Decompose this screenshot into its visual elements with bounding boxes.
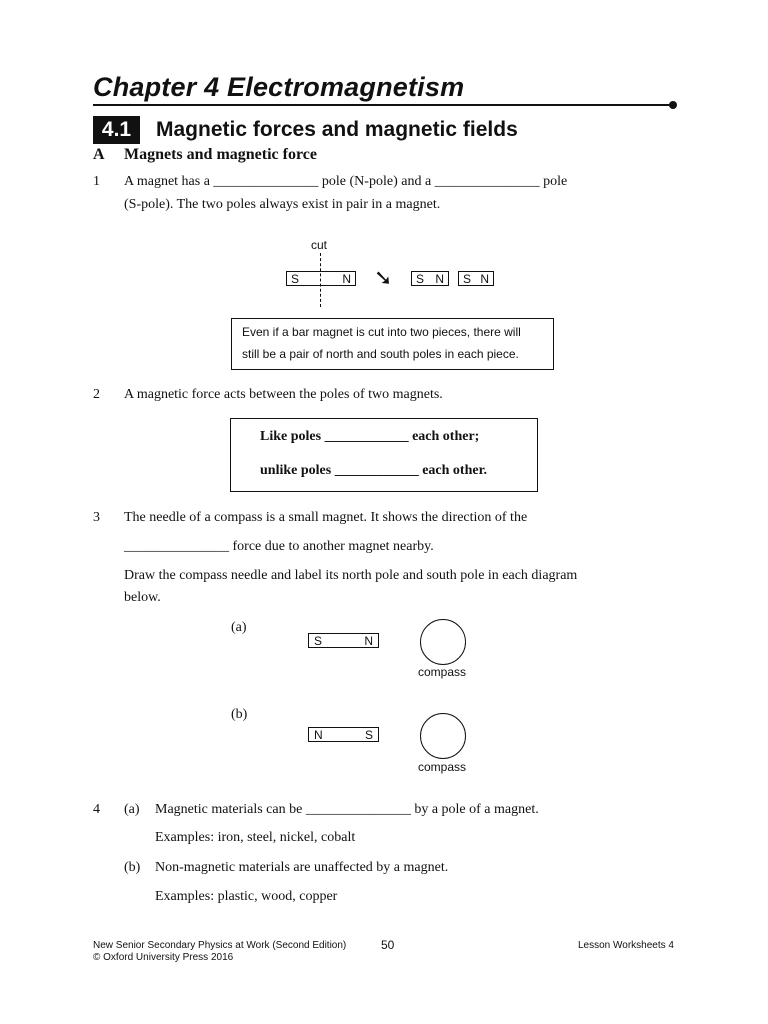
right-arrow-icon: ➘	[374, 265, 393, 290]
diagram-a-right-pole: N	[364, 634, 373, 648]
page-number: 50	[381, 938, 395, 952]
diagram-a-compass-label: compass	[418, 665, 467, 679]
question-3-line-1: The needle of a compass is a small magnet. It shows the direction of the	[124, 510, 528, 525]
diagram-b-compass-label: compass	[418, 760, 467, 774]
diagram-a-label: (a)	[231, 620, 247, 635]
chapter-rule	[93, 104, 673, 106]
diagram-a-left-pole: S	[314, 634, 323, 648]
note-box	[231, 318, 554, 370]
subsection-letter: A	[93, 146, 105, 163]
section-number: 4.1	[93, 116, 140, 144]
magnet-piece-1	[411, 271, 449, 286]
section-title: Magnetic forces and magnetic fields	[156, 118, 518, 141]
chapter-title: Chapter 4 Electromagnetism	[93, 72, 465, 102]
diagram-b-right-pole: S	[364, 728, 373, 742]
magnet-piece-2	[458, 271, 494, 286]
question-1-number: 1	[93, 174, 100, 189]
piece-1-s-pole: S	[416, 272, 425, 286]
question-4a-label: (a)	[124, 802, 140, 817]
question-4b-label: (b)	[124, 860, 141, 875]
diagram-b-magnet	[308, 727, 379, 742]
footer-worksheet: Lesson Worksheets 4	[578, 940, 674, 951]
diagram-a-magnet	[308, 633, 379, 648]
note-line-1: Even if a bar magnet is cut into two pieces, there will	[242, 325, 521, 339]
unlike-poles-line: unlike poles ____________ each other.	[260, 463, 487, 478]
question-2-number: 2	[93, 387, 100, 402]
magnet-n-pole: N	[342, 272, 351, 286]
diagram-a-compass[interactable]	[420, 619, 466, 665]
diagram-b-compass[interactable]	[420, 713, 466, 759]
chapter-rule-dot	[669, 101, 677, 109]
question-1-line-1: A magnet has a _______________ pole (N-pole) and a _______________ pole	[124, 174, 568, 189]
diagram-b-label: (b)	[231, 707, 248, 722]
piece-2-s-pole: S	[463, 272, 472, 286]
diagram-b-left-pole: N	[314, 728, 323, 742]
question-3-line-4: below.	[124, 590, 161, 605]
question-3-line-2: _______________ force due to another magnet nearby.	[124, 539, 434, 554]
like-poles-line: Like poles ____________ each other;	[260, 429, 480, 444]
subsection-title: Magnets and magnetic force	[124, 146, 317, 163]
magnet-s-pole: S	[291, 272, 300, 286]
footer-copyright: © Oxford University Press 2016	[93, 952, 234, 963]
question-2-text: A magnetic force acts between the poles of two magnets.	[124, 387, 443, 402]
bar-magnet-whole	[286, 271, 356, 286]
note-line-2: still be a pair of north and south poles in each piece.	[242, 347, 519, 361]
question-4-number: 4	[93, 802, 100, 817]
cut-label: cut	[311, 238, 328, 252]
poles-box	[230, 418, 538, 492]
question-3-number: 3	[93, 510, 100, 525]
piece-2-n-pole: N	[480, 272, 489, 286]
piece-1-n-pole: N	[435, 272, 444, 286]
footer-book-title: New Senior Secondary Physics at Work (Second Edition)	[93, 940, 347, 951]
question-4b-text: Non-magnetic materials are unaffected by a magnet.	[155, 860, 449, 875]
question-4b-examples: Examples: plastic, wood, copper	[155, 889, 338, 904]
question-4a-examples: Examples: iron, steel, nickel, cobalt	[155, 830, 356, 845]
question-4a-text: Magnetic materials can be _______________ by a pole of a magnet.	[155, 802, 539, 817]
question-3-line-3: Draw the compass needle and label its north pole and south pole in each diagram	[124, 568, 578, 583]
question-1-line-2: (S-pole). The two poles always exist in pair in a magnet.	[124, 197, 441, 212]
